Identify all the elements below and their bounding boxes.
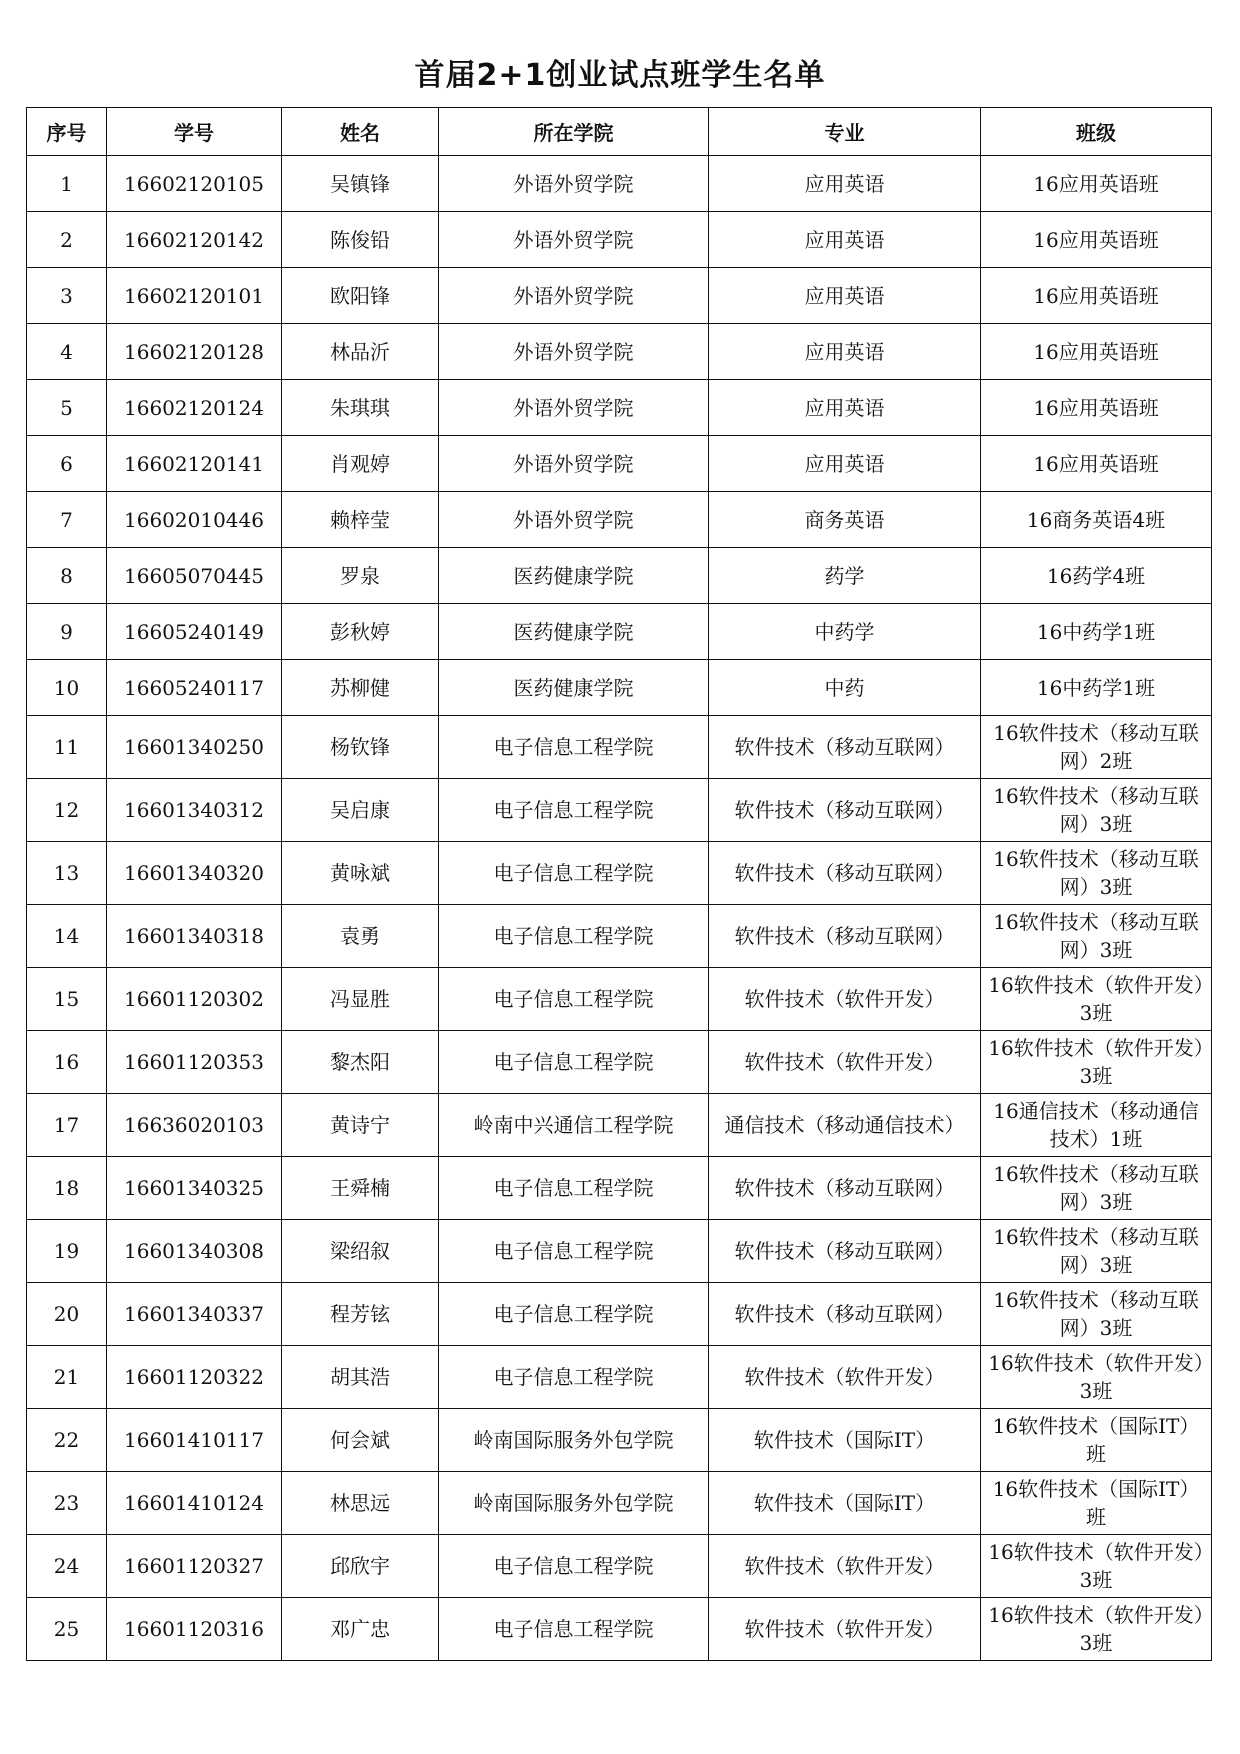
- cell-index: 4: [27, 324, 107, 380]
- cell-college: 电子信息工程学院: [439, 1031, 709, 1094]
- cell-college: 电子信息工程学院: [439, 842, 709, 905]
- cell-index: 13: [27, 842, 107, 905]
- cell-student-id: 16602120124: [107, 380, 282, 436]
- cell-college: 外语外贸学院: [439, 324, 709, 380]
- cell-major: 软件技术（移动互联网）: [709, 1157, 981, 1220]
- cell-index: 7: [27, 492, 107, 548]
- table-row: [27, 1346, 1212, 1409]
- cell-college: 岭南中兴通信工程学院: [439, 1094, 709, 1157]
- header-name: 姓名: [282, 108, 439, 156]
- cell-major: 中药: [709, 660, 981, 716]
- cell-class: 16中药学1班: [981, 604, 1212, 660]
- table-row: [27, 1535, 1212, 1598]
- cell-name: 袁勇: [282, 905, 439, 968]
- cell-student-id: 16601340308: [107, 1220, 282, 1283]
- cell-student-id: 16601120302: [107, 968, 282, 1031]
- cell-student-id: 16601120322: [107, 1346, 282, 1409]
- cell-name: 罗泉: [282, 548, 439, 604]
- cell-major: 药学: [709, 548, 981, 604]
- cell-class: 16软件技术（软件开发）3班: [981, 1598, 1212, 1661]
- table-row: [27, 1283, 1212, 1346]
- table-row: [27, 779, 1212, 842]
- cell-major: 软件技术（软件开发）: [709, 1535, 981, 1598]
- cell-major: 中药学: [709, 604, 981, 660]
- cell-student-id: 16601340325: [107, 1157, 282, 1220]
- cell-class: 16应用英语班: [981, 436, 1212, 492]
- header-row: [27, 108, 1212, 156]
- table-row: [27, 1220, 1212, 1283]
- cell-index: 15: [27, 968, 107, 1031]
- cell-name: 肖观婷: [282, 436, 439, 492]
- cell-college: 电子信息工程学院: [439, 1283, 709, 1346]
- header-index: 序号: [27, 108, 107, 156]
- cell-student-id: 16601340318: [107, 905, 282, 968]
- cell-student-id: 16601340320: [107, 842, 282, 905]
- cell-name: 吴启康: [282, 779, 439, 842]
- table-row: [27, 492, 1212, 548]
- cell-college: 电子信息工程学院: [439, 1157, 709, 1220]
- cell-name: 梁绍叙: [282, 1220, 439, 1283]
- cell-name: 赖梓莹: [282, 492, 439, 548]
- cell-college: 电子信息工程学院: [439, 779, 709, 842]
- cell-major: 商务英语: [709, 492, 981, 548]
- cell-index: 8: [27, 548, 107, 604]
- cell-college: 外语外贸学院: [439, 492, 709, 548]
- cell-index: 14: [27, 905, 107, 968]
- cell-index: 5: [27, 380, 107, 436]
- cell-name: 林思远: [282, 1472, 439, 1535]
- cell-class: 16软件技术（软件开发）3班: [981, 1535, 1212, 1598]
- cell-name: 黄诗宁: [282, 1094, 439, 1157]
- cell-student-id: 16601120316: [107, 1598, 282, 1661]
- cell-student-id: 16601410117: [107, 1409, 282, 1472]
- cell-major: 软件技术（软件开发）: [709, 1346, 981, 1409]
- cell-college: 电子信息工程学院: [439, 1220, 709, 1283]
- cell-name: 何会斌: [282, 1409, 439, 1472]
- cell-major: 应用英语: [709, 436, 981, 492]
- table-row: [27, 660, 1212, 716]
- cell-college: 医药健康学院: [439, 604, 709, 660]
- table-row: [27, 1409, 1212, 1472]
- cell-student-id: 16602120105: [107, 156, 282, 212]
- cell-college: 电子信息工程学院: [439, 1535, 709, 1598]
- cell-class: 16软件技术（移动互联网）3班: [981, 1157, 1212, 1220]
- cell-student-id: 16602120142: [107, 212, 282, 268]
- cell-student-id: 16601340312: [107, 779, 282, 842]
- cell-class: 16软件技术（移动互联网）2班: [981, 716, 1212, 779]
- cell-major: 软件技术（移动互联网）: [709, 779, 981, 842]
- cell-name: 王舜楠: [282, 1157, 439, 1220]
- header-class: 班级: [981, 108, 1212, 156]
- cell-index: 19: [27, 1220, 107, 1283]
- cell-major: 软件技术（移动互联网）: [709, 842, 981, 905]
- cell-student-id: 16601410124: [107, 1472, 282, 1535]
- cell-class: 16通信技术（移动通信技术）1班: [981, 1094, 1212, 1157]
- cell-name: 欧阳锋: [282, 268, 439, 324]
- cell-class: 16软件技术（软件开发）3班: [981, 1346, 1212, 1409]
- cell-student-id: 16605240149: [107, 604, 282, 660]
- cell-college: 外语外贸学院: [439, 380, 709, 436]
- table-row: [27, 842, 1212, 905]
- cell-class: 16中药学1班: [981, 660, 1212, 716]
- table-body: [27, 156, 1212, 1661]
- cell-college: 电子信息工程学院: [439, 1346, 709, 1409]
- cell-college: 电子信息工程学院: [439, 968, 709, 1031]
- cell-student-id: 16602120101: [107, 268, 282, 324]
- cell-index: 17: [27, 1094, 107, 1157]
- cell-student-id: 16602120128: [107, 324, 282, 380]
- cell-college: 医药健康学院: [439, 548, 709, 604]
- cell-class: 16应用英语班: [981, 268, 1212, 324]
- cell-name: 朱琪琪: [282, 380, 439, 436]
- header-college: 所在学院: [439, 108, 709, 156]
- cell-student-id: 16602010446: [107, 492, 282, 548]
- cell-name: 黄咏斌: [282, 842, 439, 905]
- cell-name: 邓广忠: [282, 1598, 439, 1661]
- cell-major: 应用英语: [709, 324, 981, 380]
- table-row: [27, 436, 1212, 492]
- cell-college: 医药健康学院: [439, 660, 709, 716]
- cell-class: 16软件技术（软件开发）3班: [981, 968, 1212, 1031]
- cell-index: 12: [27, 779, 107, 842]
- table-row: [27, 905, 1212, 968]
- cell-index: 1: [27, 156, 107, 212]
- cell-index: 18: [27, 1157, 107, 1220]
- page-title: 首届2+1创业试点班学生名单: [414, 58, 826, 93]
- cell-student-id: 16601340337: [107, 1283, 282, 1346]
- cell-college: 外语外贸学院: [439, 436, 709, 492]
- cell-name: 黎杰阳: [282, 1031, 439, 1094]
- cell-index: 16: [27, 1031, 107, 1094]
- table-row: [27, 1472, 1212, 1535]
- cell-student-id: 16605240117: [107, 660, 282, 716]
- cell-name: 冯显胜: [282, 968, 439, 1031]
- cell-name: 彭秋婷: [282, 604, 439, 660]
- table-row: [27, 1598, 1212, 1661]
- cell-major: 软件技术（软件开发）: [709, 1598, 981, 1661]
- cell-index: 10: [27, 660, 107, 716]
- cell-name: 程芳铉: [282, 1283, 439, 1346]
- cell-class: 16软件技术（移动互联网）3班: [981, 905, 1212, 968]
- cell-class: 16软件技术（移动互联网）3班: [981, 1283, 1212, 1346]
- cell-college: 电子信息工程学院: [439, 716, 709, 779]
- cell-college: 外语外贸学院: [439, 212, 709, 268]
- cell-class: 16软件技术（国际IT）班: [981, 1472, 1212, 1535]
- cell-college: 外语外贸学院: [439, 156, 709, 212]
- cell-name: 陈俊铅: [282, 212, 439, 268]
- table-row: [27, 604, 1212, 660]
- cell-major: 应用英语: [709, 156, 981, 212]
- table-row: [27, 1157, 1212, 1220]
- table-row: [27, 716, 1212, 779]
- cell-major: 软件技术（移动互联网）: [709, 1220, 981, 1283]
- cell-major: 软件技术（移动互联网）: [709, 905, 981, 968]
- cell-major: 软件技术（移动互联网）: [709, 1283, 981, 1346]
- cell-class: 16应用英语班: [981, 324, 1212, 380]
- cell-index: 24: [27, 1535, 107, 1598]
- cell-class: 16商务英语4班: [981, 492, 1212, 548]
- cell-student-id: 16605070445: [107, 548, 282, 604]
- header-major: 专业: [709, 108, 981, 156]
- table-header: [27, 108, 1212, 156]
- table-row: [27, 324, 1212, 380]
- cell-class: 16软件技术（软件开发）3班: [981, 1031, 1212, 1094]
- cell-college: 电子信息工程学院: [439, 1598, 709, 1661]
- table-row: [27, 548, 1212, 604]
- cell-name: 胡其浩: [282, 1346, 439, 1409]
- cell-class: 16软件技术（移动互联网）3班: [981, 842, 1212, 905]
- cell-student-id: 16636020103: [107, 1094, 282, 1157]
- cell-college: 岭南国际服务外包学院: [439, 1472, 709, 1535]
- cell-major: 应用英语: [709, 212, 981, 268]
- student-roster-table: [26, 107, 1212, 1661]
- cell-major: 软件技术（国际IT）: [709, 1472, 981, 1535]
- table-row: [27, 380, 1212, 436]
- cell-student-id: 16601340250: [107, 716, 282, 779]
- table-row: [27, 268, 1212, 324]
- cell-class: 16软件技术（移动互联网）3班: [981, 1220, 1212, 1283]
- header-student-id: 学号: [107, 108, 282, 156]
- cell-student-id: 16601120327: [107, 1535, 282, 1598]
- cell-class: 16软件技术（国际IT）班: [981, 1409, 1212, 1472]
- cell-student-id: 16602120141: [107, 436, 282, 492]
- cell-name: 林品沂: [282, 324, 439, 380]
- cell-name: 杨钦锋: [282, 716, 439, 779]
- table-row: [27, 1094, 1212, 1157]
- cell-index: 2: [27, 212, 107, 268]
- cell-name: 苏柳健: [282, 660, 439, 716]
- cell-major: 软件技术（软件开发）: [709, 1031, 981, 1094]
- cell-major: 应用英语: [709, 380, 981, 436]
- cell-major: 通信技术（移动通信技术）: [709, 1094, 981, 1157]
- cell-major: 软件技术（软件开发）: [709, 968, 981, 1031]
- cell-name: 吴镇锋: [282, 156, 439, 212]
- cell-class: 16应用英语班: [981, 212, 1212, 268]
- cell-index: 21: [27, 1346, 107, 1409]
- cell-college: 电子信息工程学院: [439, 905, 709, 968]
- cell-class: 16应用英语班: [981, 380, 1212, 436]
- cell-student-id: 16601120353: [107, 1031, 282, 1094]
- cell-index: 9: [27, 604, 107, 660]
- cell-college: 岭南国际服务外包学院: [439, 1409, 709, 1472]
- cell-index: 6: [27, 436, 107, 492]
- table-row: [27, 212, 1212, 268]
- cell-class: 16药学4班: [981, 548, 1212, 604]
- cell-index: 11: [27, 716, 107, 779]
- cell-major: 软件技术（国际IT）: [709, 1409, 981, 1472]
- cell-index: 22: [27, 1409, 107, 1472]
- cell-index: 25: [27, 1598, 107, 1661]
- cell-major: 应用英语: [709, 268, 981, 324]
- table-row: [27, 1031, 1212, 1094]
- cell-class: 16应用英语班: [981, 156, 1212, 212]
- cell-major: 软件技术（移动互联网）: [709, 716, 981, 779]
- table-row: [27, 968, 1212, 1031]
- cell-class: 16软件技术（移动互联网）3班: [981, 779, 1212, 842]
- cell-index: 3: [27, 268, 107, 324]
- table-row: [27, 156, 1212, 212]
- cell-name: 邱欣宇: [282, 1535, 439, 1598]
- cell-index: 20: [27, 1283, 107, 1346]
- cell-index: 23: [27, 1472, 107, 1535]
- cell-college: 外语外贸学院: [439, 268, 709, 324]
